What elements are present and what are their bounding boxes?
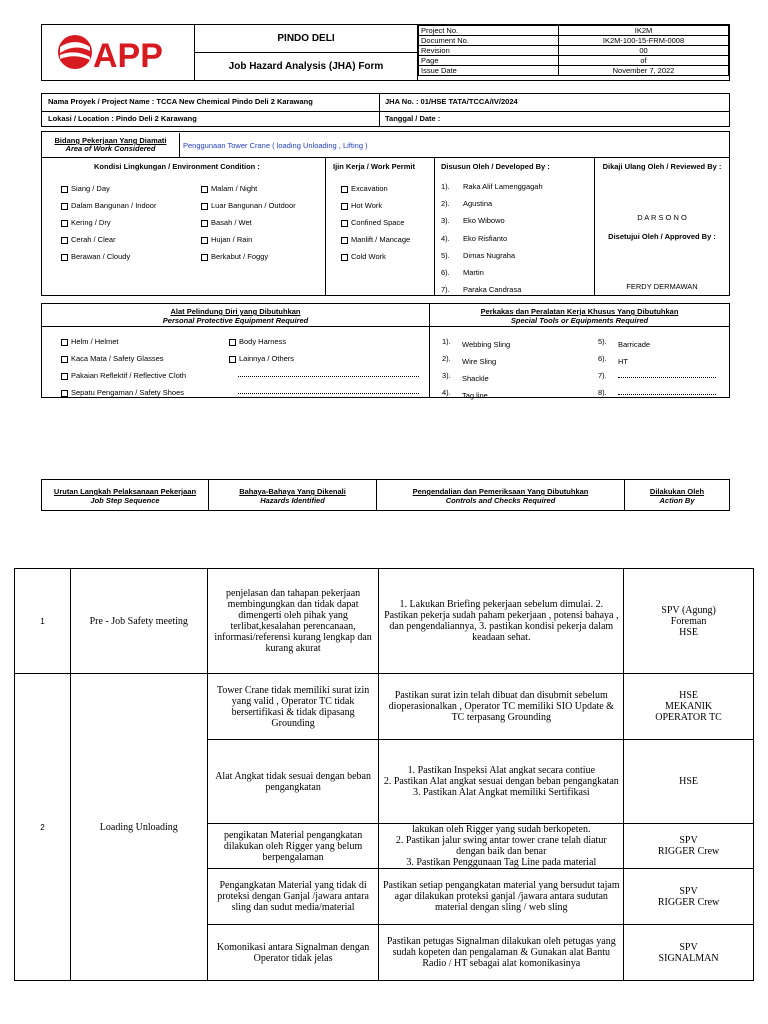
control-cell: Pastikan setiap pengangkatan material yang bersudut tajam agar dilakukan proteksi ganjal /jawara antara sudutan material dengan sling / web sling [379, 869, 624, 925]
env-item: Berawan / Cloudy [61, 248, 156, 265]
step-name: Loading Unloading [70, 674, 207, 981]
meta-label: Project No. [419, 26, 559, 36]
env-item: Hujan / Rain [201, 231, 296, 248]
blank-line [238, 393, 419, 394]
meta-label: Document No. [419, 36, 559, 46]
ppe-item: Pakaian Reflektif / Reflective Cloth [61, 367, 186, 384]
app-logo [42, 25, 195, 80]
tool-item: 7). [598, 371, 716, 388]
env-item: Berkabut / Foggy [201, 248, 296, 265]
checkbox[interactable] [201, 203, 208, 210]
checkbox[interactable] [201, 220, 208, 227]
checkbox[interactable] [201, 186, 208, 193]
tool-item: 2). Wire Sling [442, 354, 497, 366]
action-cell: HSE MEKANIK OPERATOR TC [624, 674, 754, 740]
hazard-cell: Komonikasi antara Signalman dengan Operator tidak jelas [207, 925, 379, 981]
checkbox[interactable] [61, 254, 68, 261]
reviewer-name: D A R S O N O [637, 213, 687, 222]
checkbox[interactable] [341, 220, 348, 227]
tool-item: 3). Shackle [442, 371, 489, 383]
checkbox[interactable] [61, 339, 68, 346]
checkbox[interactable] [341, 186, 348, 193]
control-cell: Pastikan petugas Signalman dilakukan oleh petugas yang sudah kopeten dan pengalaman & Gunakan alat Bantu Radio / HT sebagai alat komonikasinya [379, 925, 624, 981]
action-cell: SPV RIGGER Crew [624, 869, 754, 925]
checkbox[interactable] [61, 373, 68, 380]
env-title: Kondisi Lingkungan / Environment Condition : [94, 162, 260, 171]
meta-label: Issue Date [419, 66, 559, 76]
env-list-2 [201, 180, 296, 265]
company-name: PINDO DELI [195, 25, 418, 53]
logo-text: APP [93, 37, 163, 75]
checkbox[interactable] [201, 254, 208, 261]
area-label-en: Area of Work Considered [65, 144, 156, 153]
step-number: 2 [15, 674, 71, 981]
hazard-cell: penjelasan dan tahapan pekerjaan membingungkan dan tidak dapat dimengerti oleh pihak yang terlibat,kesalahan perencanaan, informasi/referensi kurang lengkap dan kurang akurat [207, 569, 379, 674]
ppe-title-en: Personal Protective Equipment Required [162, 316, 309, 325]
jha-number: JHA No. : 01/HSE TATA/TCCA/IV/2024 [385, 97, 518, 106]
col-job-step: Urutan Langkah Pelaksanaan Pekerjaan Job Step Sequence [42, 480, 209, 510]
env-item: Siang / Day [61, 180, 156, 197]
col-action-by: Dilakukan Oleh Action By [649, 487, 705, 505]
permit-item: Hot Work [341, 197, 410, 214]
permit-list [341, 180, 410, 265]
meta-label: Revision [419, 46, 559, 56]
env-item: Malam / Night [201, 180, 296, 197]
env-item: Dalam Bangunan / Indoor [61, 197, 156, 214]
checkbox[interactable] [61, 237, 68, 244]
permit-title: Ijin Kerja / Work Permit [333, 162, 415, 171]
checkbox[interactable] [341, 237, 348, 244]
checkbox[interactable] [341, 254, 348, 261]
tools-list-1 [442, 337, 510, 405]
form-header [41, 24, 730, 81]
table-row [15, 569, 754, 674]
developer-item: 7). Paraka Candrasa [441, 285, 522, 295]
step-number: 1 [15, 569, 71, 674]
reviewed-title: Dikaji Ulang Oleh / Reviewed By : [602, 162, 722, 171]
developer-item: 1). Raka Alif Lamenggagah [441, 182, 543, 191]
tools-list-2 [598, 337, 716, 405]
tool-item: 5). Barricade [598, 337, 651, 349]
table-row [15, 674, 754, 740]
tools-title: Perkakas dan Peralatan Kerja Khusus Yang Dibutuhkan [480, 307, 679, 316]
project-name: Nama Proyek / Project Name : TCCA New Chemical Pindo Deli 2 Karawang [48, 97, 313, 106]
meta-label: Page [419, 56, 559, 66]
checkbox[interactable] [61, 186, 68, 193]
meta-value: of [559, 56, 729, 66]
ppe-title: Alat Pelindung Diri yang Dibutuhkan [170, 307, 301, 316]
tool-item: 8). [598, 388, 716, 405]
control-cell: Pastikan surat izin telah dibuat dan disubmit sebelum dioperasionalkan , Operator TC memiliki SIO Update & TC terpasang Grounding [379, 674, 624, 740]
approver-name: FERDY DERMAWAN [626, 282, 698, 291]
control-cell: lakukan oleh Rigger yang sudah berkopeten. 2. Pastikan jalur swing antar tower crane telah diatur dengan baik dan benar 3. Pastikan Penggunaan Tag Line pada material [379, 824, 624, 869]
action-cell: SPV (Agung) Foreman HSE [624, 569, 754, 674]
ppe-item: Lainnya / Others [229, 350, 294, 367]
project-date: Tanggal / Date : [385, 114, 441, 123]
env-item: Luar Bangunan / Outdoor [201, 197, 296, 214]
meta-table [418, 25, 729, 76]
permit-item: Excavation [341, 180, 410, 197]
tools-title-en: Special Tools or Equipments Required [510, 316, 649, 325]
hazard-cell: Tower Crane tidak memiliki surat izin yang valid , Operator TC tidak bersertifikasi & tidak dipasang Grounding [207, 674, 379, 740]
ppe-tools [41, 303, 730, 398]
meta-value: 00 [559, 46, 729, 56]
checkbox[interactable] [61, 356, 68, 363]
work-details [41, 131, 730, 296]
control-cell: 1. Pastikan Inspeksi Alat angkat secara contiue 2. Pastikan Alat angkat sesuai dengan beban pengangkatan 3. Pastikan Alat Angkat memiliki Sertifikasi [379, 740, 624, 824]
action-cell: SPV SIGNALMAN [624, 925, 754, 981]
hazard-cell: Pengangkatan Material yang tidak di proteksi dengan Ganjal /jawara antara sling dan sudut media/material [207, 869, 379, 925]
ppe-list-2 [229, 333, 294, 367]
developer-list [441, 178, 543, 298]
area-label: Bidang Pekerjaan Yang Diamati [54, 136, 167, 145]
env-item: Basah / Wet [201, 214, 296, 231]
col-hazards: Bahaya-Bahaya Yang Dikenali Hazards Identified [209, 480, 377, 510]
developed-title: Disusun Oleh / Developed By : [441, 162, 550, 171]
developer-item: 2). Agustina [441, 199, 493, 209]
col-controls: Pengendalian dan Pemeriksaan Yang Dibutuhkan Controls and Checks Required [377, 480, 625, 510]
ppe-list-1 [61, 333, 186, 401]
project-location: Lokasi / Location : Pindo Deli 2 Karawang [48, 114, 197, 123]
action-cell: SPV RIGGER Crew [624, 824, 754, 869]
checkbox[interactable] [61, 390, 68, 397]
tool-item: 4). Tag line [442, 388, 488, 400]
permit-item: Confined Space [341, 214, 410, 231]
permit-item: Manlift / Mancage [341, 231, 410, 248]
checkbox[interactable] [201, 237, 208, 244]
ppe-item: Body Harness [229, 333, 294, 350]
developer-item: 5). Dimas Nugraha [441, 250, 516, 260]
tool-item: 1). Webbing Sling [442, 337, 511, 349]
ppe-item: Sepatu Pengaman / Safety Shoes [61, 384, 186, 401]
hazard-cell: Alat Angkat tidak sesuai dengan beban pengangkatan [207, 740, 379, 824]
form-title: Job Hazard Analysis (JHA) Form [195, 53, 418, 80]
developer-item: 4). Eko Risfianto [441, 233, 508, 243]
project-info [41, 93, 730, 127]
tool-item: 6). HT [598, 354, 628, 366]
permit-item: Cold Work [341, 248, 410, 265]
ppe-item: Kaca Mata / Safety Glasses [61, 350, 186, 367]
action-cell: HSE [624, 740, 754, 824]
area-value: Penggunaan Tower Crane ( loading Unloading , Lifting ) [183, 141, 368, 150]
hazard-cell: pengikatan Material pengangkatan dilakukan oleh Rigger yang belum berpengalaman [207, 824, 379, 869]
developer-item: 3). Eko Wibowo [441, 216, 505, 226]
meta-value: IK2M-100-15-FRM-0008 [559, 36, 729, 46]
jha-steps-table [14, 568, 754, 981]
checkbox[interactable] [229, 339, 236, 346]
jha-column-headers [41, 479, 730, 511]
env-item: Cerah / Clear [61, 231, 156, 248]
checkbox[interactable] [61, 203, 68, 210]
checkbox[interactable] [61, 220, 68, 227]
ppe-item: Helm / Helmet [61, 333, 186, 350]
meta-value: November 7, 2022 [559, 66, 729, 76]
step-name: Pre - Job Safety meeting [70, 569, 207, 674]
checkbox[interactable] [229, 356, 236, 363]
env-item: Kering / Dry [61, 214, 156, 231]
env-list-1 [61, 180, 156, 265]
checkbox[interactable] [341, 203, 348, 210]
blank-line [238, 376, 419, 377]
approved-title: Disetujui Oleh / Approved By : [608, 232, 716, 241]
developer-item: 6). Martin [441, 268, 484, 278]
meta-value: IK2M [559, 26, 729, 36]
control-cell: 1. Lakukan Briefing pekerjaan sebelum dimulai. 2. Pastikan pekerja sudah paham pekerjaan , potensi bahaya , dan pengendaliannya, 3. pastikan kondisi pekerja dalam keadaan sehat. [379, 569, 624, 674]
